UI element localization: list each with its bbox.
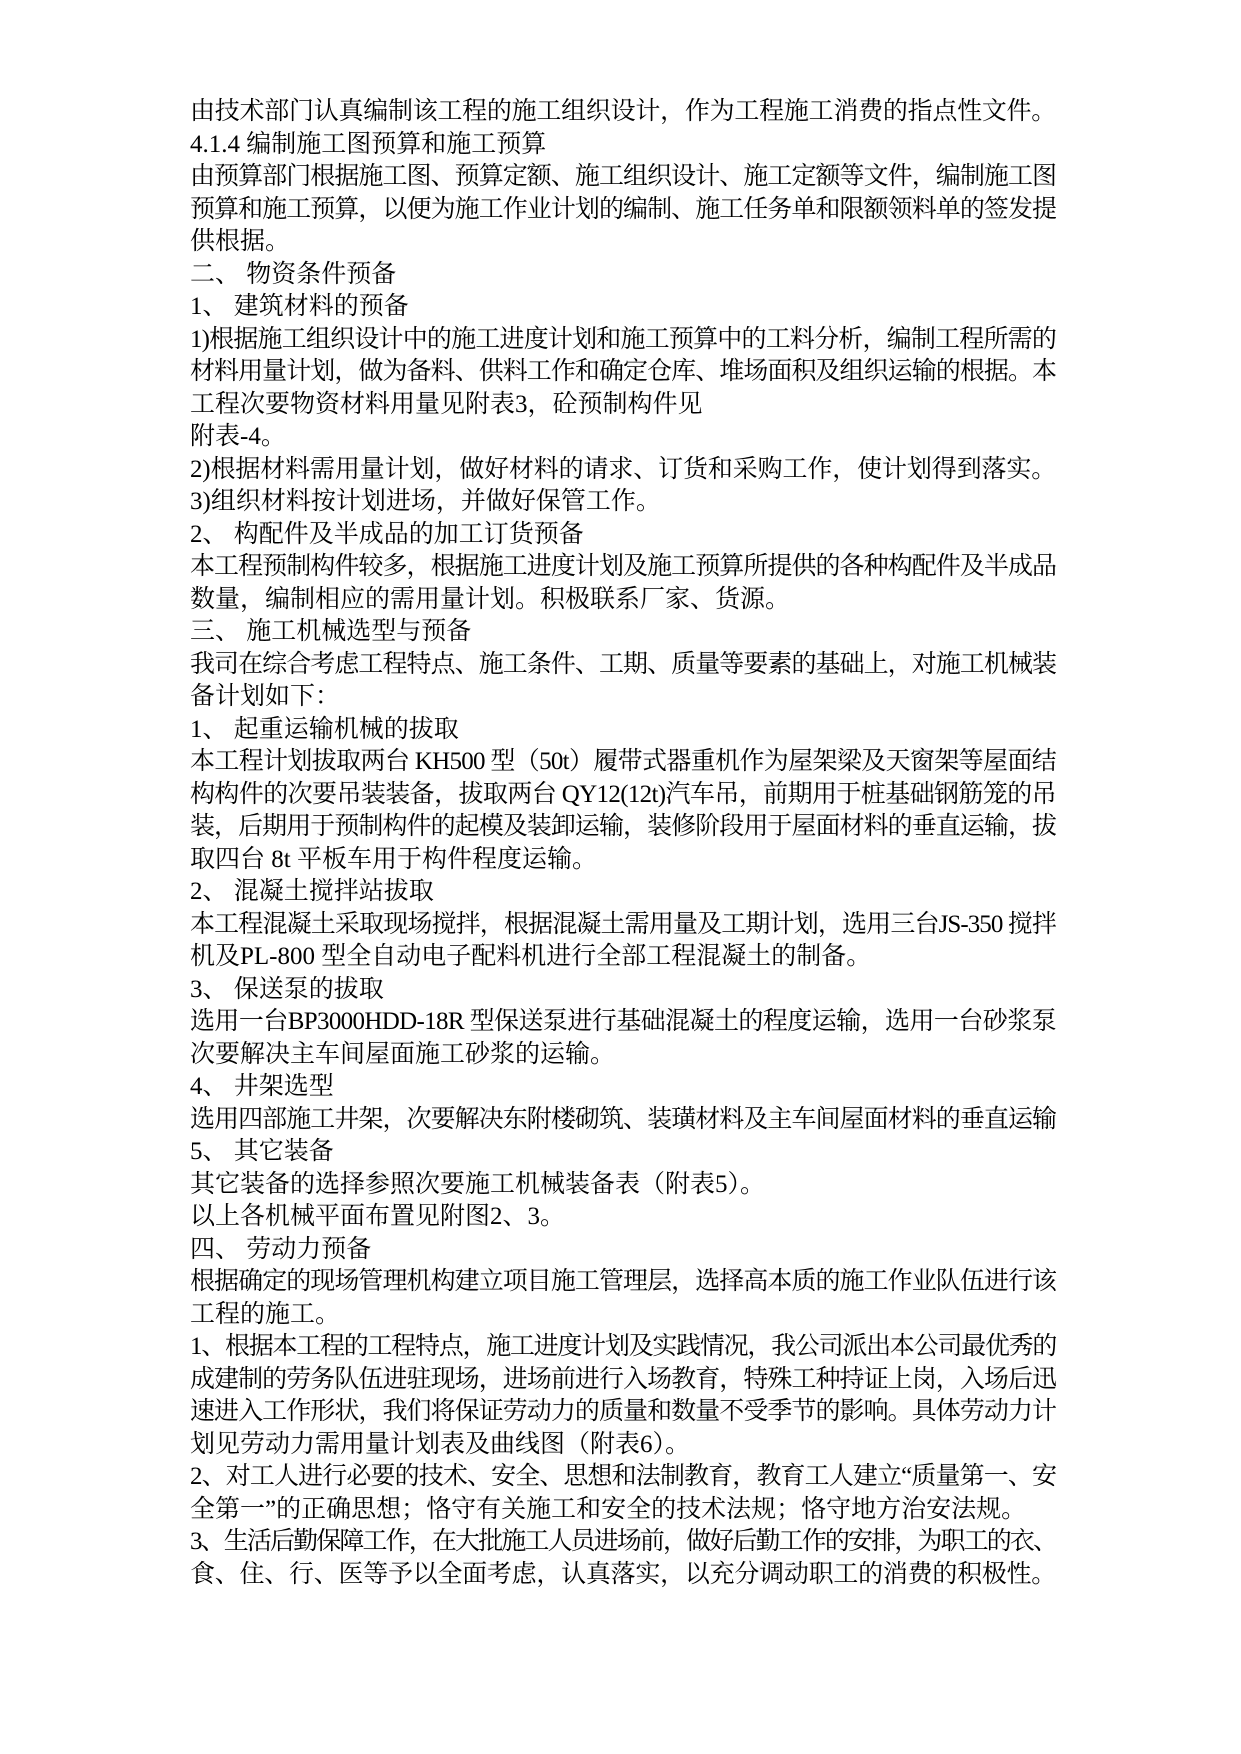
body-text-line: 机及PL-800 型全自动电子配料机进行全部工程混凝土的制备。 <box>190 943 872 970</box>
item-heading: 1、 建筑材料的预备 <box>190 293 409 320</box>
document-body <box>190 96 1056 1591</box>
body-text-line: 全第一”的正确思想；恪守有关施工和安全的技术法规；恪守地方治安法规。 <box>190 1495 1027 1523</box>
body-text-line: 以上各机械平面布置见附图2、3。 <box>190 1203 566 1230</box>
body-text-line: 装，后期用于预制构件的起模及装卸运输，装修阶段用于屋面材料的垂直运输，拔 <box>190 813 1056 840</box>
section-heading: 二、 物资条件预备 <box>190 260 397 288</box>
body-text-line: 预算和施工预算，以便为施工作业计划的编制、施工任务单和限额领料单的签发提 <box>190 195 1056 223</box>
body-text-line: 工程的施工。 <box>190 1300 341 1328</box>
body-text-line: 2、对工人进行必要的技术、安全、思想和法制教育，教育工人建立“质量第一、安 <box>190 1463 1056 1490</box>
body-text-line: 根据确定的现场管理机构建立项目施工管理层，选择高本质的施工作业队伍进行该 <box>190 1268 1056 1295</box>
section-heading: 三、 施工机械选型与预备 <box>190 618 472 645</box>
body-text-line: 构构件的次要吊装装备，拔取两台 QY12(12t)汽车吊，前期用于桩基础钢筋笼的吊 <box>190 780 1056 808</box>
body-text-line: 我司在综合考虑工程特点、施工条件、工期、质量等要素的基础上，对施工机械装 <box>190 650 1056 678</box>
body-text-line: 本工程预制构件较多，根据施工进度计划及施工预算所提供的各种构配件及半成品 <box>190 553 1056 580</box>
body-text-line: 由预算部门根据施工图、预算定额、施工组织设计、施工定额等文件，编制施工图 <box>190 163 1056 190</box>
body-text-line: 材料用量计划，做为备料、供料工作和确定仓库、堆场面积及组织运输的根据。本 <box>190 358 1056 385</box>
body-text-line: 划见劳动力需用量计划表及曲线图（附表6）。 <box>190 1430 691 1458</box>
body-text-line: 3)组织材料按计划进场，并做好保管工作。 <box>190 488 661 515</box>
body-text-line: 供根据。 <box>190 228 291 255</box>
subsection-heading: 4.1.4 编制施工图预算和施工预算 <box>190 130 547 158</box>
body-text-line: 食、住、行、医等予以全面考虑，认真落实，以充分调动职工的消费的积极性。 <box>190 1560 1056 1588</box>
body-text-line: 选用四部施工井架，次要解决东附楼砌筑、装璜材料及主车间屋面材料的垂直运输 <box>190 1105 1056 1133</box>
body-text-line: 备计划如下： <box>190 683 341 710</box>
body-text-line: 数量，编制相应的需用量计划。积极联系厂家、货源。 <box>190 585 791 613</box>
body-text-line: 其它装备的选择参照次要施工机械装备表（附表5）。 <box>190 1170 766 1198</box>
body-text-line: 速进入工作形状，我们将保证劳动力的质量和数量不受季节的影响。具体劳动力计 <box>190 1398 1056 1425</box>
body-text-line: 3、生活后勤保障工作，在大批施工人员进场前，做好后勤工作的安排，为职工的衣、 <box>190 1528 1056 1555</box>
body-text-line: 取四台 8t 平板车用于构件程度运输。 <box>190 845 597 873</box>
item-heading: 5、 其它装备 <box>190 1138 334 1165</box>
body-text-line: 成建制的劳务队伍进驻现场，进场前进行入场教育，特殊工种持证上岗，入场后迅 <box>190 1365 1056 1393</box>
body-text-line: 本工程混凝土采取现场搅拌，根据混凝土需用量及工期计划，选用三台JS-350 搅拌 <box>190 910 1056 938</box>
item-heading: 2、 混凝土搅拌站拔取 <box>190 878 434 905</box>
body-text-line: 附表-4。 <box>190 423 286 450</box>
item-heading: 2、 构配件及半成品的加工订货预备 <box>190 520 584 548</box>
body-text-line: 2)根据材料需用量计划，做好材料的请求、订货和采购工作，使计划得到落实。 <box>190 455 1056 483</box>
body-text-line: 次要解决主车间屋面施工砂浆的运输。 <box>190 1040 616 1068</box>
body-text-line: 1)根据施工组织设计中的施工进度计划和施工预算中的工料分析，编制工程所需的 <box>190 325 1056 353</box>
item-heading: 4、 井架选型 <box>190 1073 334 1100</box>
item-heading: 3、 保送泵的拔取 <box>190 975 384 1003</box>
body-text-line: 本工程计划拔取两台 KH500 型（50t）履带式器重机作为屋架梁及天窗架等屋面结 <box>190 748 1056 775</box>
item-heading: 1、 起重运输机械的拔取 <box>190 715 459 743</box>
section-heading: 四、 劳动力预备 <box>190 1235 372 1263</box>
body-text-line: 1、根据本工程的工程特点，施工进度计划及实践情况，我公司派出本公司最优秀的 <box>190 1333 1056 1360</box>
body-text-line: 选用一台BP3000HDD-18R 型保送泵进行基础混凝土的程度运输，选用一台砂浆泵 <box>190 1008 1056 1035</box>
body-text-line: 由技术部门认真编制该工程的施工组织设计，作为工程施工消费的指点性文件。 <box>190 98 1056 125</box>
body-text-line: 工程次要物资材料用量见附表3，砼预制构件见 <box>190 390 703 418</box>
